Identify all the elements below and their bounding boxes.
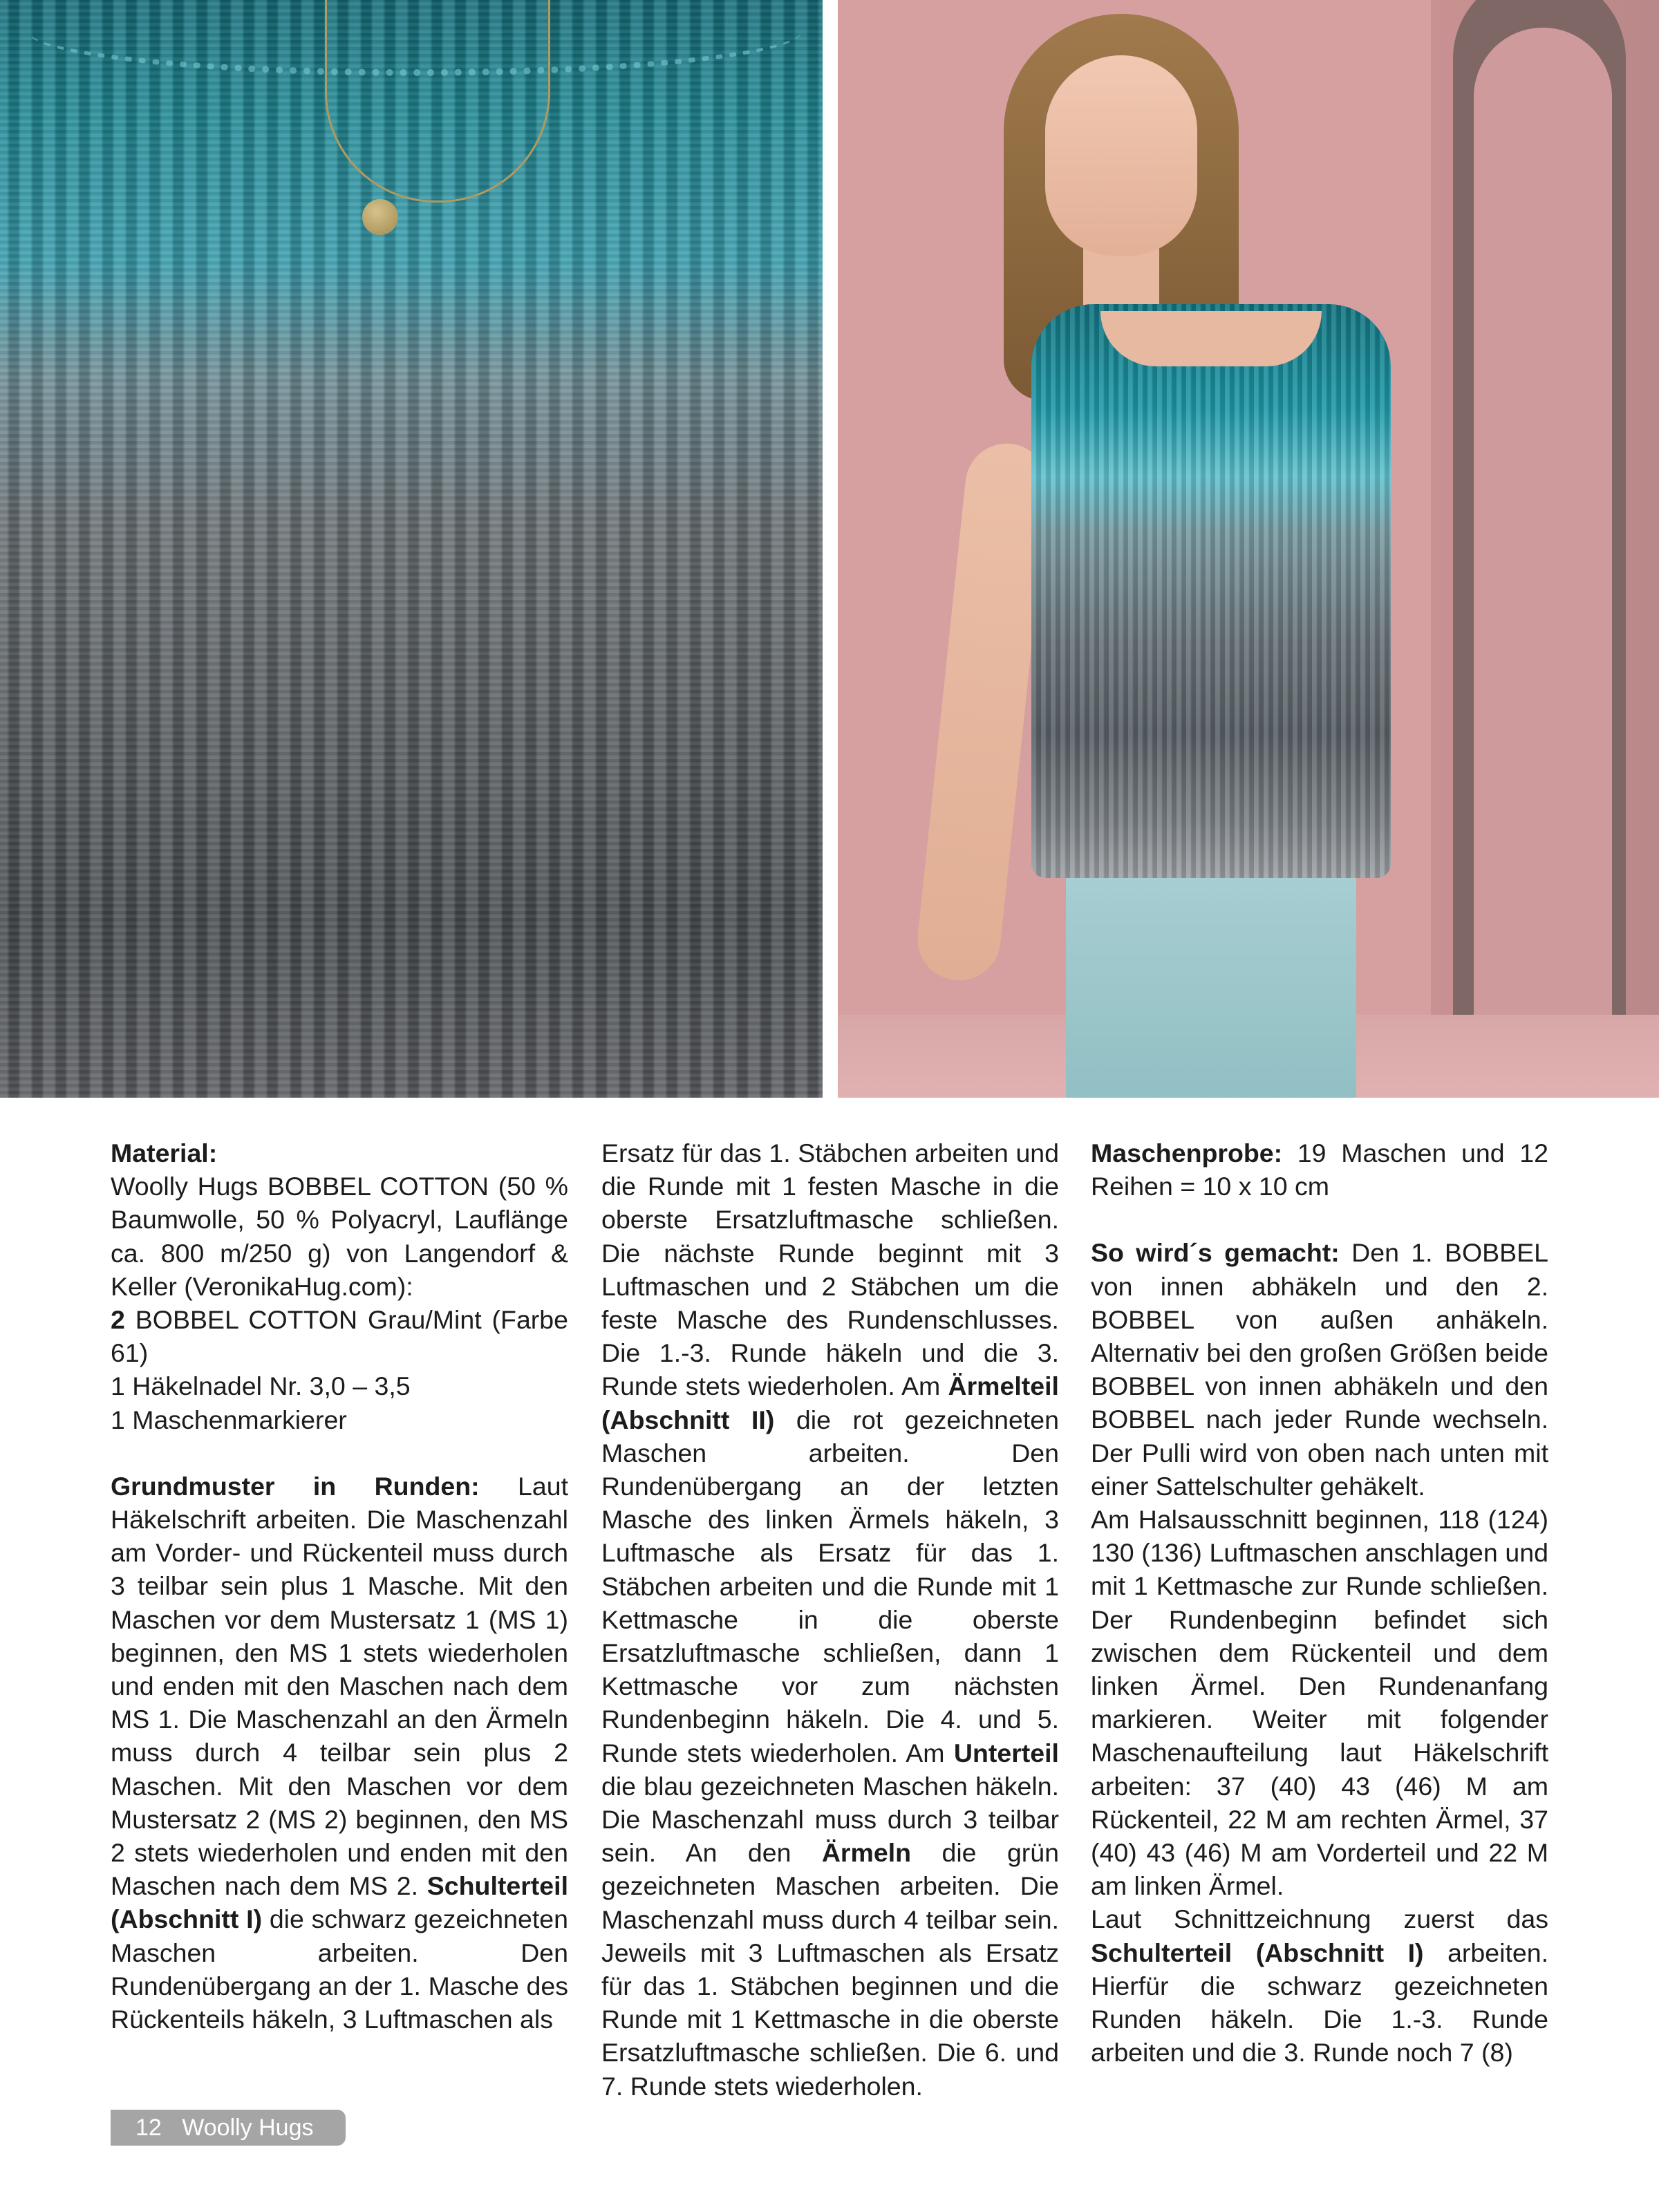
schulterteil-text-word: und <box>764 1271 822 1301</box>
schulterteil-text-word: Die <box>601 1338 659 1368</box>
schulterteil-text-word: und <box>921 1338 984 1368</box>
aermelteil-text-word: 1 <box>1044 1571 1059 1601</box>
schulterteil-text-word: feste <box>601 1305 677 1335</box>
grundmuster-text-word: Häkelschrift <box>111 1505 256 1535</box>
aermelteil-text-word: arbeiten. <box>808 1438 1012 1468</box>
unterteil-text-word: Die <box>601 1805 651 1835</box>
schulterteil-text-word: des <box>786 1305 847 1335</box>
aermelteil-text-word: die <box>796 1405 853 1434</box>
grundmuster-text-word: sein <box>413 1738 484 1768</box>
aermelteil-text-word: als <box>760 1538 818 1568</box>
aermelteil-text-word: Rundenübergang <box>601 1472 841 1501</box>
grundmuster-text-word: 1) <box>545 1604 568 1634</box>
aermelteil-text-word: Ersatz <box>818 1538 917 1568</box>
schulterteil-text-word: und <box>1015 1138 1060 1168</box>
grundmuster-text-word: und <box>111 1671 163 1701</box>
aermeln-text-word: 1. <box>696 1971 731 2001</box>
grundmuster-text-word: 2 <box>245 1804 269 1834</box>
schulterteil-text <box>601 1138 1059 1400</box>
grundmuster-text-word: enden <box>162 1671 244 1701</box>
schulterteil-text-word: Die <box>601 1238 664 1268</box>
schulterteil-text-word: Masche <box>676 1305 787 1335</box>
schulterteil-text-word: als <box>520 2005 553 2034</box>
anleitung-text-3b: arbeiten. Hierfür die schwarz gezeichneten Runden häkeln. Die 1.-3. Runde arbeiten und die 3. Runde noch 7 (8) <box>1091 1938 1548 2068</box>
grundmuster-text-word: den <box>286 1671 339 1701</box>
schulterteil-text-word: 3 <box>342 2005 364 2034</box>
aermelteil-text <box>601 1405 1059 1768</box>
schulterteil-text-word: gezeichneten <box>413 1904 568 1934</box>
schulterteil-text-word: das <box>720 1138 769 1168</box>
aermeln-text-word: Ersatz <box>985 1938 1059 1967</box>
aermelteil-text-word: häkeln, <box>945 1505 1045 1535</box>
grundmuster-text-word: Rückenteil <box>302 1538 433 1568</box>
unterteil-text-word: Maschenzahl <box>650 1805 815 1835</box>
unterteil-text-word: sein. <box>601 1838 686 1868</box>
aermeln-text-word: als <box>938 1938 986 1967</box>
grundmuster-text-word: Maschen <box>111 1604 225 1634</box>
schulterteil-text-word: Luftmaschen <box>601 1271 765 1301</box>
material-hook: 1 Häkelnadel Nr. 3,0 – 3,5 <box>111 1371 411 1401</box>
aermeln-text-word: 4 <box>903 1904 926 1934</box>
aermelteil-text-word: schließen, <box>823 1638 964 1668</box>
schulterteil-text-word: Runde <box>778 1238 879 1268</box>
aermeln-label-word: Ärmeln <box>821 1838 942 1868</box>
grundmuster-text-word: mit <box>243 1671 287 1701</box>
aermelteil-text-word: Stäbchen <box>601 1571 720 1601</box>
aermeln-text-word: wiederholen. <box>776 2071 923 2101</box>
aermelteil-text-word: Runde <box>916 1571 1002 1601</box>
grundmuster-text-word: dem <box>518 1771 568 1801</box>
grundmuster-text-word: den <box>525 1838 568 1868</box>
aermelteil-text-word: Ärmels <box>849 1505 946 1535</box>
aermeln-text-word: oberste <box>972 2005 1059 2034</box>
unterteil-text-word: gezeichneten <box>700 1771 863 1801</box>
grundmuster-text-word: nach <box>452 1671 518 1701</box>
aermeln-text-word: die <box>1024 1971 1059 2001</box>
aermelteil-text-word: Luftmasche <box>601 1538 760 1568</box>
schulterteil-text-word: Rundenübergang <box>111 1971 319 2000</box>
grundmuster-text-word: 1 <box>465 1604 489 1634</box>
maschenprobe-text: 19 Maschen und 12 Reihen = 10 x 10 cm <box>1091 1138 1548 1201</box>
text-column-3 <box>1091 1136 1548 2069</box>
grundmuster-text-word: Maschenzahl <box>235 1705 397 1734</box>
aermeln-text-word: Jeweils <box>601 1938 700 1967</box>
schulterteil-text-word: die <box>269 1904 312 1934</box>
grundmuster-text-word: vor <box>225 1604 270 1634</box>
aermelteil-text-word: 5. <box>1037 1705 1059 1734</box>
grundmuster-text-word: muss <box>111 1738 196 1768</box>
anleitung-paragraph-3 <box>1091 1902 1548 2069</box>
schulterteil-text-word: Ersatzluftmasche <box>715 1205 941 1235</box>
schulterteil-text-word: 1 <box>782 1172 808 1201</box>
aermelteil-text-word: mit <box>1001 1571 1045 1601</box>
schulterteil-label-word: I) <box>246 1904 270 1934</box>
aermelteil-text-word: Runde <box>601 1738 687 1768</box>
grundmuster-text-word: nach <box>224 1871 290 1901</box>
aermelteil-text-word: Die <box>885 1705 941 1734</box>
aermelteil-text-word: dann <box>964 1638 1045 1668</box>
unterteil-text-word: Maschen <box>862 1771 976 1801</box>
grundmuster-text-word: Die <box>366 1505 416 1535</box>
aermeln-text-word: beginnen <box>851 1971 970 2001</box>
schulterteil-text-word: die <box>984 1338 1038 1368</box>
aermelteil-text-word: Den <box>1011 1438 1059 1468</box>
aermelteil-label-word: II) <box>751 1405 796 1434</box>
page-number: 12 <box>135 2115 162 2141</box>
schulterteil-text-word: Rückenteils <box>111 2005 252 2034</box>
aermeln-text-word: Kettmasche <box>753 2005 900 2034</box>
grundmuster-text-word: Maschenzahl <box>415 1505 568 1535</box>
magazine-title: Woolly Hugs <box>182 2115 314 2141</box>
aermelteil-text-word: 4. <box>940 1705 978 1734</box>
aermeln-text-word: teilbar <box>926 1904 1004 1934</box>
grundmuster-text-word: 1 <box>340 1571 368 1601</box>
aermeln-text-word: Runde <box>601 2005 687 2034</box>
aermelteil-label-word: Ärmelteil <box>948 1371 1059 1401</box>
schulterteil-text-word: nächste <box>664 1238 778 1268</box>
schulterteil-text-word: schließen. <box>941 1205 1059 1235</box>
aermeln-text-word: 3 <box>748 1938 777 1967</box>
aermeln-text-word: grün <box>1006 1838 1059 1868</box>
schulterteil-text-word: arbeiten <box>915 1138 1016 1168</box>
aermeln-text-word: das <box>643 1971 697 2001</box>
grundmuster-text-word: 4 <box>283 1738 320 1768</box>
schulterteil-text-word: Rundenschlusses. <box>847 1305 1059 1335</box>
grundmuster-text-word: wiederholen <box>198 1838 348 1868</box>
aermelteil-text-word: in <box>798 1604 879 1634</box>
grundmuster-text-word: 2 <box>111 1838 135 1868</box>
schulterteil-text-word: Runde <box>730 1338 826 1368</box>
grundmuster-section <box>111 1470 568 2036</box>
aermeln-text-word: die <box>928 2005 973 2034</box>
grundmuster-text-word: und <box>250 1538 303 1568</box>
aermeln-text-word: die <box>941 1838 1007 1868</box>
material-color: BOBBEL COTTON Grau/Mint (Farbe 61) <box>111 1305 568 1368</box>
aermelteil-text-word: Ersatzluftmasche <box>601 1638 823 1668</box>
model-jeans <box>1066 857 1356 1098</box>
grundmuster-text-word: wiederholen <box>428 1638 568 1667</box>
grundmuster-text-word: den <box>525 1571 568 1601</box>
grundmuster-text-word: Die <box>188 1705 236 1734</box>
grundmuster-text-word: an <box>397 1705 435 1734</box>
schulterteil-text-word: 1.-3. <box>659 1338 731 1368</box>
grundmuster-text-word: den <box>234 1638 289 1667</box>
aermelteil-text-word: Kettmasche <box>601 1671 782 1701</box>
schulterteil-text-word: Ersatz <box>601 1138 682 1168</box>
aermelteil-text-word: stets <box>686 1738 751 1768</box>
model-photo <box>838 0 1659 1098</box>
grundmuster-text-word: Maschen <box>111 1871 225 1901</box>
grundmuster-text-word: muss <box>432 1538 504 1568</box>
grundmuster-text-word: dem <box>517 1671 568 1701</box>
grundmuster-text-word: beginnen, <box>355 1804 478 1834</box>
grundmuster-text-word: den <box>434 1705 487 1734</box>
aermeln-text-word: Runde <box>630 2071 714 2101</box>
schulterteil-text-word: Masche <box>890 1172 993 1201</box>
aermeln-label <box>822 1838 942 1867</box>
aermeln-text-word: und <box>969 1971 1024 2001</box>
schulterteil-text-word: arbeiten. <box>317 1938 521 1967</box>
grundmuster-text-word: 1. <box>158 1705 189 1734</box>
aermelteil-text-word: des <box>708 1505 766 1535</box>
schulterteil-text-word: die <box>1024 1271 1059 1301</box>
aermeln-text-word: stets <box>713 2071 776 2101</box>
aermelteil-text-word: Am <box>906 1738 954 1768</box>
schulterteil-label-word: (Abschnitt <box>111 1904 247 1934</box>
unterteil-label <box>954 1738 1059 1768</box>
aermeln-text-word: gezeichneten <box>601 1871 776 1901</box>
grundmuster-text-word: durch <box>195 1738 283 1768</box>
anleitung-paragraph-2 <box>1091 1503 1548 1902</box>
schulterteil-text-word: mit <box>986 1238 1045 1268</box>
schulterteil-text-word: für <box>682 1138 720 1168</box>
grundmuster-text-word: Mit <box>478 1571 525 1601</box>
grundmuster-heading-word: Grundmuster <box>111 1471 313 1501</box>
grundmuster-heading <box>111 1472 518 1501</box>
maschenprobe-heading: Maschenprobe: <box>1091 1138 1283 1168</box>
grundmuster-text-word: Maschen <box>339 1671 453 1701</box>
text-column-2 <box>601 1136 1059 2103</box>
aermelteil-text-word: vor <box>781 1671 862 1701</box>
aermeln-text-word: 6. <box>984 2038 1016 2068</box>
grundmuster-text-word: MS <box>288 1638 339 1667</box>
material-quantity: 2 <box>111 1305 125 1335</box>
unterteil-text-word: 3 <box>963 1805 988 1835</box>
unterteil-text-word: häkeln. <box>975 1771 1059 1801</box>
schulterteil-text-word: 2 <box>821 1271 851 1301</box>
grundmuster-text-word: vor <box>467 1771 518 1801</box>
schulterteil-text-word: an <box>318 1971 355 2000</box>
grundmuster-text-word: Maschen. <box>111 1771 238 1801</box>
aermelteil-text-word: oberste <box>972 1604 1059 1634</box>
aermelteil-text-word: häkeln. <box>786 1705 886 1734</box>
schulterteil-text-word: Am <box>901 1371 948 1401</box>
grundmuster-text-word: 1 <box>338 1638 364 1667</box>
grundmuster-text-word: am <box>111 1538 156 1568</box>
aermeln-text-word: schließen. <box>809 2038 937 2068</box>
grundmuster-text-word: (MS <box>488 1604 545 1634</box>
grundmuster-text-word: 2. <box>396 1871 427 1901</box>
aermelteil-text-word: Rundenbeginn <box>601 1705 787 1734</box>
anleitung-schulterteil-label: Schulterteil (Abschnitt I) <box>1091 1938 1424 1967</box>
aermeln-text-word: 1 <box>730 2005 754 2034</box>
aermelteil-label-word: (Abschnitt <box>601 1405 751 1434</box>
grundmuster-text-word: enden <box>400 1838 482 1868</box>
material-yarn: Woolly Hugs BOBBEL COTTON (50 % Baumwolle, 50 % Polyacryl, Lauflänge ca. 800 m/250 g) von Langendorf & Keller (VeronikaHug.com): <box>111 1172 568 1301</box>
unterteil-text-word: blau <box>644 1771 701 1801</box>
schulterteil-text-word: oberste <box>601 1205 715 1235</box>
schulterteil-text-word: die <box>1024 1172 1059 1201</box>
grundmuster-text <box>111 1472 568 1900</box>
grundmuster-text-word: Ärmeln <box>486 1705 568 1734</box>
aermeln-text-word: und <box>1015 2038 1059 2068</box>
grundmuster-heading-word: in <box>312 1471 375 1501</box>
grundmuster-text-word: teilbar <box>319 1738 413 1768</box>
material-heading: Material: <box>111 1138 218 1168</box>
grundmuster-continued <box>601 1136 1059 2103</box>
schulterteil-text-word: 3. <box>1037 1338 1059 1368</box>
aermelteil-text-word: arbeiten <box>719 1571 822 1601</box>
aermeln-text-word: Die <box>937 2038 985 2068</box>
aermelteil-text-word: die <box>873 1571 917 1601</box>
schulterteil-text-word: Runde <box>601 1371 686 1401</box>
grundmuster-text-word: Mit <box>238 1771 288 1801</box>
schulterteil-text-word: die <box>601 1172 648 1201</box>
aermelteil-text-word: wiederholen. <box>751 1738 906 1768</box>
aermeln-text-word: Luftmaschen <box>776 1938 939 1967</box>
schulterteil-text-word: Stäbchen <box>798 1138 915 1168</box>
model-face <box>1045 55 1197 256</box>
grundmuster-text-word: den <box>288 1771 346 1801</box>
page-footer <box>111 2110 346 2146</box>
schulterteil-label-word: Schulterteil <box>427 1871 568 1901</box>
aermelteil-text-word: letzten <box>982 1472 1059 1501</box>
schulterteil-text-word: Maschen <box>111 1938 318 1967</box>
grundmuster-text-word: MS <box>348 1871 397 1901</box>
grundmuster-text-word: Mustersatz <box>111 1804 246 1834</box>
aermeln-text-word: Ersatzluftmasche <box>601 2038 809 2068</box>
aermelteil-text-word: und <box>821 1571 874 1601</box>
grundmuster-text-word: Maschen <box>346 1771 467 1801</box>
aermeln-text <box>601 1838 1059 2100</box>
aermeln-text-word: Maschen <box>775 1871 900 1901</box>
schulterteil-text-word: 1. <box>399 1971 429 2000</box>
aermelteil-text-word: und <box>978 1705 1038 1734</box>
aermeln-text-word: für <box>601 1971 644 2001</box>
grundmuster-text-word: 3 <box>111 1571 138 1601</box>
material-section <box>111 1136 568 1436</box>
aermelteil-text-word: zum <box>861 1671 954 1701</box>
anleitung-heading: So wird´s gemacht: <box>1091 1238 1340 1268</box>
material-marker: 1 Maschenmarkierer <box>111 1405 347 1434</box>
aermeln-text-word: arbeiten. <box>899 1871 1020 1901</box>
schulterteil-text-word: schwarz <box>311 1904 414 1934</box>
grundmuster-text-word: Laut <box>518 1471 568 1501</box>
schulterteil-text-word: in <box>992 1172 1024 1201</box>
grundmuster-text-word: MS <box>111 1705 158 1734</box>
grundmuster-text-word: Vorder- <box>156 1538 250 1568</box>
aermelteil-text-word: für <box>916 1538 971 1568</box>
grundmuster-text-word: (MS <box>268 1804 325 1834</box>
grundmuster-text-word: teilbar <box>137 1571 221 1601</box>
grundmuster-text-word: Masche. <box>367 1571 478 1601</box>
aermeln-text-word: Die <box>1020 1871 1059 1901</box>
anleitung-text-2: Am Halsausschnitt beginnen, 118 (124) 130 (136) Luftmaschen anschlagen und mit 1 Kettmasche zur Runde schließen. Der Rundenbeginn befindet sich zwischen dem Rückenteil und dem linken Ärmel. Den Rundenanfang markieren. Weiter mit folgender Maschenaufteilung laut Häkelschrift arbeiten: 37 (40) 43 (46) M am Rückenteil, 22 M am rechten Ärmel, 37 (40) 43 (46) M am Vorderteil und 22 M am linken Ärmel. <box>1091 1505 1548 1901</box>
aermelteil-text-word: Kettmasche <box>601 1604 798 1634</box>
aermelteil-text-word: rot <box>852 1405 905 1434</box>
aermelteil-text-word: gezeichneten <box>904 1405 1060 1434</box>
text-column-1 <box>111 1136 568 2036</box>
unterteil-text-word: durch <box>887 1805 964 1835</box>
schulterteil-text-word: festen <box>807 1172 890 1201</box>
sweater-closeup-photo <box>0 0 823 1098</box>
unterteil-label-word: Unterteil <box>953 1738 1059 1768</box>
schulterteil-text-word: häkeln, <box>252 2005 343 2034</box>
aermelteil-text-word: linken <box>765 1505 850 1535</box>
aermeln-text-word: in <box>899 2005 929 2034</box>
grundmuster-text-word: beginnen, <box>111 1638 235 1667</box>
grundmuster-text-word: den <box>478 1804 529 1834</box>
unterteil-text-word: teilbar <box>988 1805 1060 1835</box>
aermeln-text-word: muss <box>762 1904 832 1934</box>
unterteil-text-word: muss <box>814 1805 888 1835</box>
grundmuster-text-word: und <box>347 1838 400 1868</box>
anleitung-text-3a: Laut Schnittzeichnung zuerst das <box>1091 1904 1548 1934</box>
schulterteil-text-word: Masche <box>428 1971 527 2000</box>
aermeln-text-word: durch <box>831 1904 904 1934</box>
schulterteil-text-word: Luftmaschen <box>364 2005 521 2034</box>
schulterteil-text-word: der <box>354 1971 400 2000</box>
schulterteil-text-word: 3 <box>1044 1238 1059 1268</box>
aermeln-text-word: 7. <box>601 2071 630 2101</box>
aermeln-text-word: mit <box>700 1938 749 1967</box>
anleitung-section <box>1091 1236 1548 1503</box>
aermelteil-text-word: 3 <box>1044 1505 1059 1535</box>
anleitung-text-1: Den 1. BOBBEL von innen abhäkeln und den 2. BOBBEL von außen anhäkeln. Alternativ bei den großen Größen beide BOBBEL von innen abhäkeln und den BOBBEL nach jeder Runde wechseln. Der Pulli wird von oben nach unten mit einer Sattelschulter gehäkelt. <box>1091 1238 1548 1501</box>
schulterteil-text-word: des <box>526 1971 568 2000</box>
grundmuster-text-word: 2 <box>554 1738 569 1768</box>
grundmuster-text-word: MS <box>529 1804 568 1834</box>
schulterteil-text-word: wiederholen. <box>748 1371 901 1401</box>
schulterteil-text-word: Den <box>521 1938 568 1967</box>
grundmuster-text-word: stets <box>134 1838 198 1868</box>
aermelteil-text-word: Masche <box>601 1505 709 1535</box>
aermelteil-text-word: der <box>907 1472 983 1501</box>
aermelteil-text-word: Maschen <box>601 1438 809 1468</box>
schulterteil-text-word: Runde <box>647 1172 736 1201</box>
grundmuster-text-word: plus <box>483 1738 554 1768</box>
grundmuster-text-word: arbeiten. <box>256 1505 367 1535</box>
maschenprobe-section <box>1091 1136 1548 1203</box>
grundmuster-text-word: dem <box>270 1604 330 1634</box>
aermelteil-text-word: an <box>840 1472 908 1501</box>
grundmuster-heading-word: Runden: <box>374 1471 518 1501</box>
aermelteil-text-word: 1 <box>1044 1638 1059 1668</box>
grundmuster-text-word: durch <box>503 1538 568 1568</box>
necklace-pendant <box>362 199 398 235</box>
grundmuster-text-word: stets <box>363 1638 429 1667</box>
unterteil-text-word: den <box>747 1838 822 1868</box>
aermelteil-text-word: das <box>971 1538 1038 1568</box>
schulterteil-text-word: Stäbchen <box>850 1271 975 1301</box>
grundmuster-text-word: mit <box>481 1838 525 1868</box>
unterteil-text-word: An <box>685 1838 748 1868</box>
grundmuster-text-word: plus <box>280 1571 341 1601</box>
schulterteil-text-word: stets <box>685 1371 749 1401</box>
schulterteil-text-word: häkeln <box>825 1338 921 1368</box>
aermeln-text-word: mit <box>686 2005 731 2034</box>
grundmuster-text-word: sein <box>221 1571 281 1601</box>
schulterteil-text-word: beginnt <box>878 1238 987 1268</box>
aermelteil-text-word: 1. <box>1037 1538 1059 1568</box>
aermelteil-text-word: nächsten <box>953 1671 1060 1701</box>
aermeln-text-word: Maschenzahl <box>601 1904 762 1934</box>
aermeln-text-word: sein. <box>1004 1904 1059 1934</box>
unterteil-text-word: die <box>601 1771 644 1801</box>
grundmuster-text-word: dem <box>290 1871 349 1901</box>
schulterteil-text-word: um <box>974 1271 1024 1301</box>
aermeln-text-word: Stäbchen <box>730 1971 852 2001</box>
grundmuster-text-word: 2) <box>324 1804 356 1834</box>
grundmuster-text-word: Mustersatz <box>329 1604 465 1634</box>
schulterteil-text-word: mit <box>735 1172 782 1201</box>
schulterteil-text-word: 1. <box>769 1138 798 1168</box>
aermelteil-text-word: die <box>878 1604 973 1634</box>
